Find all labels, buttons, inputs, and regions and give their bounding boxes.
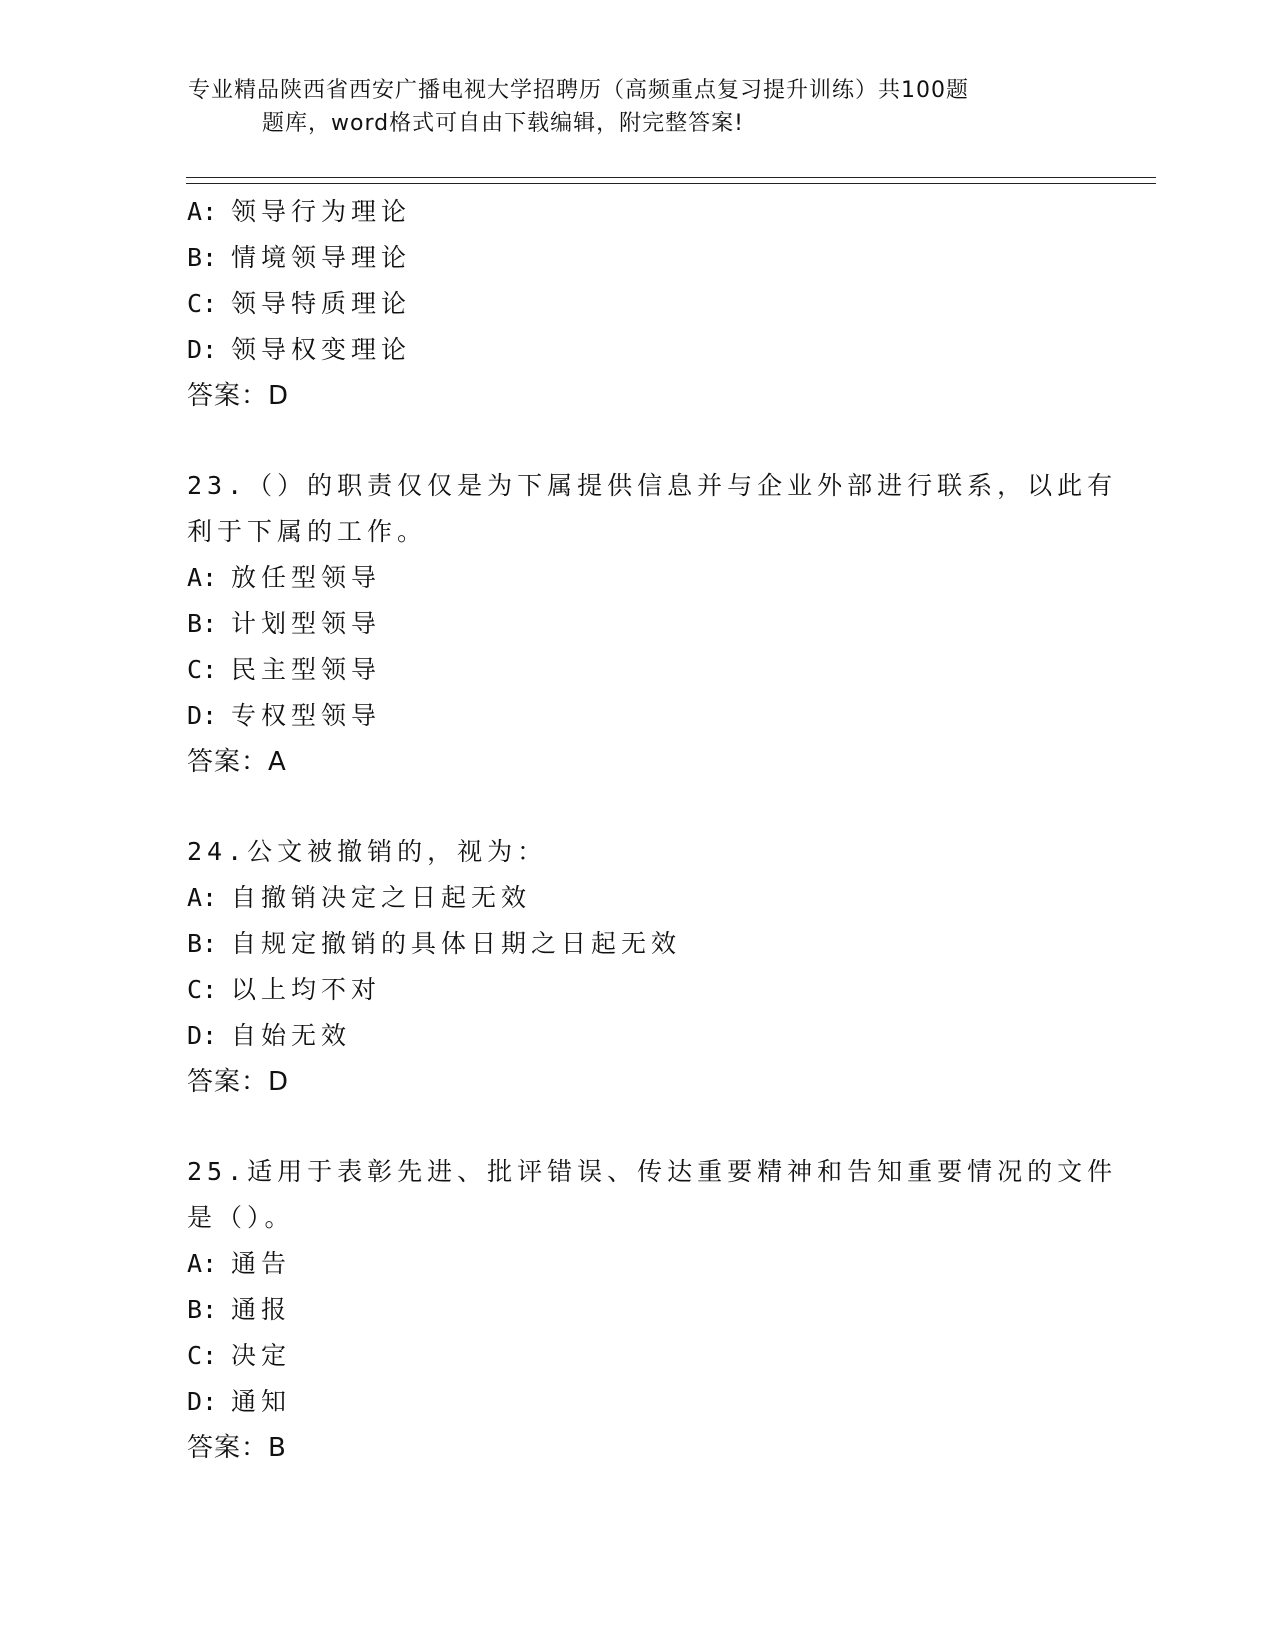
option-text: 民主型领导: [231, 655, 382, 684]
option-letter: B:: [187, 929, 218, 958]
answer-label: 答案：: [187, 1433, 269, 1463]
option-letter: D:: [187, 1387, 218, 1416]
answer-line: [187, 1059, 1087, 1105]
option-text: 通知: [231, 1387, 292, 1416]
option-a: [187, 1241, 1087, 1287]
option-text: 通报: [231, 1295, 292, 1324]
question-stem: 23.（）的职责仅仅是为下属提供信息并与企业外部进行联系，以此有: [187, 471, 1118, 500]
question-22-continued: [187, 189, 1087, 419]
option-letter: C:: [187, 289, 218, 318]
option-letter: B:: [187, 243, 218, 272]
option-c: [187, 647, 1087, 693]
option-letter: D:: [187, 701, 218, 730]
option-letter: A:: [187, 1249, 218, 1278]
question-stem-continued: 是（）。: [187, 1203, 295, 1232]
option-text: 自规定撤销的具体日期之日起无效: [231, 929, 682, 958]
option-letter: B:: [187, 609, 218, 638]
option-d: [187, 693, 1087, 739]
option-text: 计划型领导: [231, 609, 382, 638]
answer-label: 答案：: [187, 1067, 269, 1097]
answer-line: [187, 739, 1087, 785]
option-letter: C:: [187, 975, 218, 1004]
option-c: [187, 967, 1087, 1013]
question-stem-continued: 利于下属的工作。: [187, 517, 428, 546]
option-text: 领导特质理论: [231, 289, 412, 318]
option-c: [187, 1333, 1087, 1379]
answer-value: D: [268, 1067, 290, 1097]
option-text: 领导行为理论: [231, 197, 412, 226]
option-text: 自撤销决定之日起无效: [231, 883, 532, 912]
option-a: [187, 189, 1087, 235]
question-stem: 24.公文被撤销的，视为：: [187, 837, 548, 866]
option-text: 自始无效: [231, 1021, 352, 1050]
option-c: [187, 281, 1087, 327]
answer-label: 答案：: [187, 381, 269, 411]
question-list: [187, 189, 1118, 1471]
option-d: [187, 327, 1087, 373]
option-letter: A:: [187, 197, 218, 226]
question-stem: 25.适用于表彰先进、批评错误、传达重要精神和告知重要情况的文件: [187, 1157, 1118, 1186]
option-letter: A:: [187, 563, 218, 592]
header-divider-top: [186, 177, 1156, 178]
option-text: 以上均不对: [231, 975, 382, 1004]
option-a: [187, 875, 1087, 921]
option-d: [187, 1379, 1087, 1425]
question-25: [187, 1149, 1118, 1471]
option-text: 领导权变理论: [231, 335, 412, 364]
header-title-line-2: 题库，word格式可自由下载编辑，附完整答案!: [262, 111, 744, 136]
question-23: [187, 463, 1118, 785]
header-title-line-1: 专业精品陕西省西安广播电视大学招聘历（高频重点复习提升训练）共100题: [188, 78, 969, 103]
option-letter: D:: [187, 1021, 218, 1050]
answer-value: D: [268, 381, 290, 411]
option-b: [187, 1287, 1087, 1333]
question-24: [187, 829, 1087, 1105]
option-b: [187, 601, 1087, 647]
option-text: 放任型领导: [231, 563, 382, 592]
option-d: [187, 1013, 1087, 1059]
answer-value: B: [268, 1433, 287, 1463]
option-letter: A:: [187, 883, 218, 912]
option-letter: C:: [187, 655, 218, 684]
option-b: [187, 235, 1087, 281]
option-b: [187, 921, 1087, 967]
answer-line: [187, 1425, 1087, 1471]
answer-line: [187, 373, 1087, 419]
option-a: [187, 555, 1087, 601]
option-text: 决定: [231, 1341, 292, 1370]
answer-label: 答案：: [187, 747, 269, 777]
document-header: [188, 74, 1088, 140]
option-letter: C:: [187, 1341, 218, 1370]
answer-value: A: [268, 747, 287, 777]
option-letter: B:: [187, 1295, 218, 1324]
option-text: 情境领导理论: [231, 243, 412, 272]
option-letter: D:: [187, 335, 218, 364]
header-divider-bottom: [186, 183, 1156, 184]
option-text: 通告: [231, 1249, 292, 1278]
option-text: 专权型领导: [231, 701, 382, 730]
